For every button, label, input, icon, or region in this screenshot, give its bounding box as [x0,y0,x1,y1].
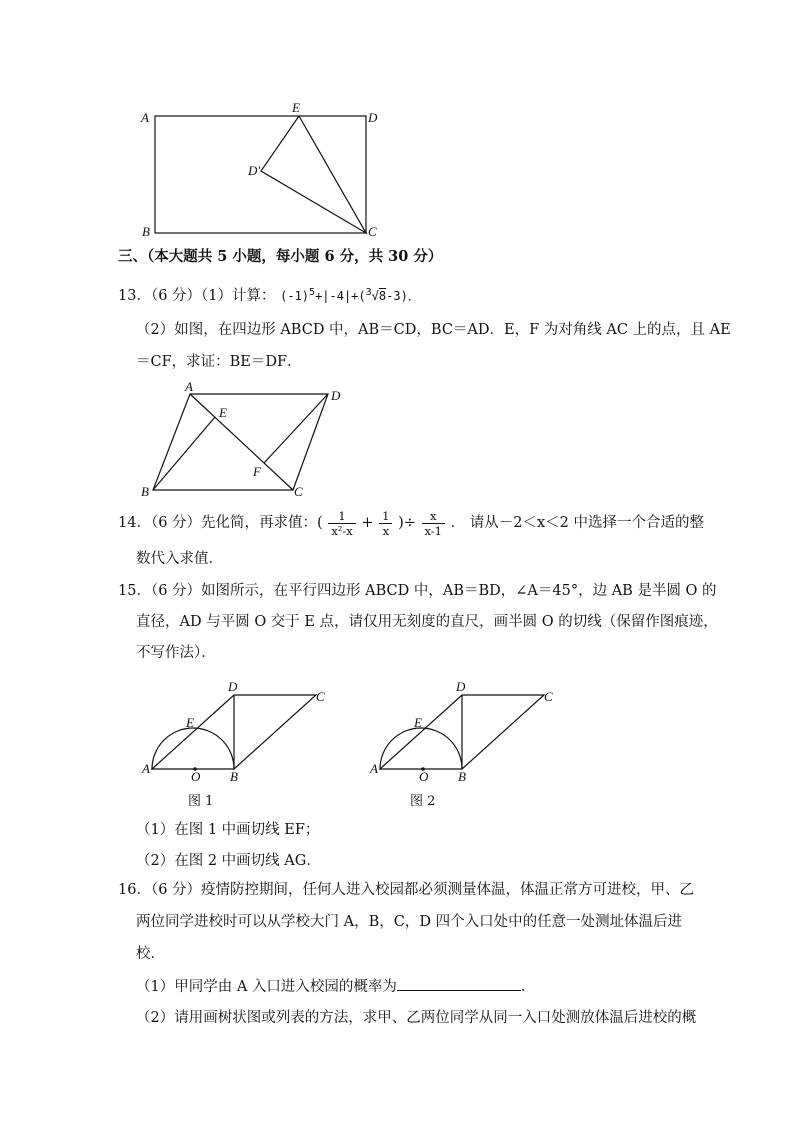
label-c: C [368,224,377,239]
label-f: F [253,464,261,479]
q16-sub1-text: （1）甲同学由 A 入口进入校园的概率为 [136,979,397,995]
label-e: E [219,405,227,420]
answer-blank[interactable] [397,976,521,991]
semicircle-o [380,728,462,769]
fig1-caption: 图 1 [188,794,214,809]
semicircle-o [152,728,234,769]
label-d: D [228,679,238,694]
label-b: B [458,769,466,783]
label-b: B [230,769,238,783]
q16-sub1-end: ． [520,979,536,995]
label-c: C [294,484,303,499]
figure-rectangle-fold [130,95,400,245]
label-b: B [142,224,150,239]
quadrilateral-abcd [153,394,328,490]
label-d-prime: D′ [248,163,261,178]
figure-q13-quadrilateral [135,378,355,500]
label-e: E [186,715,194,730]
segment-be [153,417,215,490]
q14-fraction-1: $\frac{1}{\text{x²-x}}$ [328,509,355,538]
q14-plus: + [361,515,374,531]
q13-part2-line2: ＝CF，求证：BE＝DF． [136,354,302,370]
q15-line2: 直径，AD 与平圆 O 交于 E 点，请仅用无刻度的直尺，画半圆 O 的切线（保留作图痕迹， [136,614,718,630]
q14-suffix: ． 请从－2＜x＜2 中选择一个合适的整 [450,515,704,531]
label-o: O [191,769,201,783]
q16-line3: 校． [136,946,165,962]
triangle-ecd [261,116,366,233]
q14-fraction-3: $\frac{x}{x-1}$ [422,509,446,538]
figure-q15-fig1 [140,677,340,783]
label-a: A [141,110,149,125]
q16-line1: 16．（6 分）疫情防控期间，任何人进入校园都必须测量体温，体温正常方可进校，甲、乙 [118,882,695,898]
label-o: O [419,769,429,783]
fig2-caption: 图 2 [410,794,436,809]
segment-df [264,394,328,463]
q15-sub1: （1）在图 1 中画切线 EF； [136,822,320,838]
q16-sub1 [136,976,535,997]
q15-line3: 不写作法）． [136,645,216,661]
label-d: D [331,388,341,403]
q16-sub2: （2）请用画树状图或列表的方法，求甲、乙两位同学从同一入口处测放体温后进校的概 [136,1010,697,1026]
q13-prefix: 13．（6 分）（1）计算： [118,288,276,304]
q14-line1 [118,508,704,538]
label-a: A [142,761,150,776]
label-e: E [292,100,300,115]
q14-divide: )÷ [398,515,416,531]
figure-q15-fig2 [368,677,568,783]
label-d: D [456,679,466,694]
q15-sub2: （2）在图 2 中画切线 AG． [136,853,321,869]
label-e: E [414,715,422,730]
label-d: D [368,110,378,125]
label-c: C [316,689,325,704]
q16-line2: 两位同学进校时可以从学校大门 A，B，C，D 四个入口处中的任意一处测址体温后进 [136,914,683,930]
diagonal-ac [190,394,293,490]
rectangle-abcd [155,116,366,233]
label-c: C [544,689,553,704]
section-3-heading: 三、（本大题共 5 小题，每小题 6 分，共 30 分） [118,248,443,265]
q13-part2-line1: （2）如图，在四边形 ABCD 中，AB＝CD，BC＝AD．E，F 为对角线 AC 上的点，且 AE [136,322,731,338]
label-b: B [141,484,149,499]
q13-expr: $(-1)^5+|-4|+(^3√8-3)$． [280,287,420,303]
q15-line1: 15．（6 分）如图所示，在平行四边形 ABCD 中，AB＝BD，∠A＝45°，边 AB 是半圆 O 的 [118,583,717,599]
q14-fraction-2: $\frac{1}{x}$ [379,509,392,538]
q14-line2: 数代入求值． [136,551,223,567]
q13-line1 [118,283,420,306]
q14-prefix: 14．（6 分）先化简，再求值：( [118,515,323,531]
label-a: A [370,761,378,776]
label-a: A [185,379,193,394]
